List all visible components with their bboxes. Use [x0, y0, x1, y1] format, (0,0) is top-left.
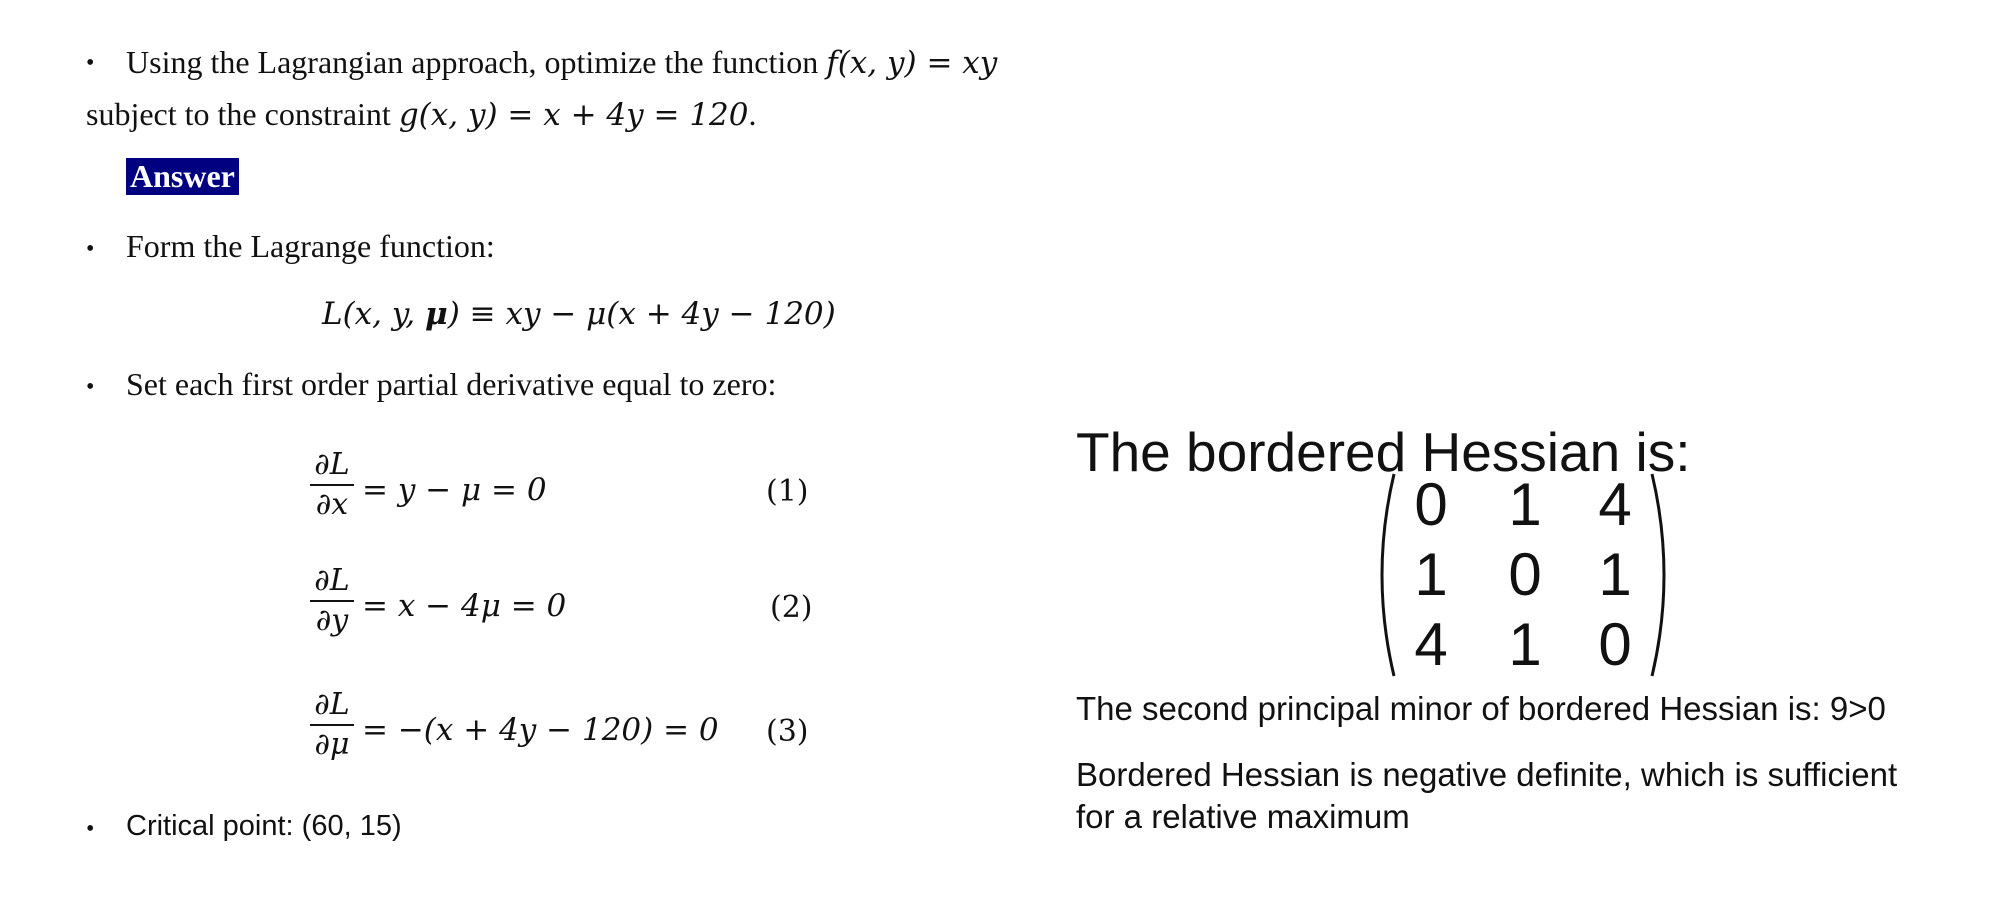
bullet-icon: • [86, 50, 95, 76]
lagrange-post: ) ≡ xy − μ(x + 4y − 120) [447, 296, 836, 332]
eq1-fraction-bar [310, 484, 354, 486]
step-form-lagrange: Form the Lagrange function: [126, 228, 495, 264]
eq1-numerator: ∂L [314, 447, 350, 482]
matrix-cell: 0 [1508, 541, 1542, 608]
eq1-fraction [310, 448, 354, 522]
constraint-period: . [748, 96, 757, 132]
hessian-title: The bordered Hessian is: [1076, 421, 1691, 483]
right-paren-icon [1648, 470, 1678, 680]
question-line-1 [126, 44, 997, 81]
eq2-fraction-bar [310, 600, 354, 602]
question-line-2 [86, 96, 757, 133]
eq3-fraction [310, 688, 354, 762]
left-paren-icon [1368, 470, 1398, 680]
matrix-cell: 4 [1598, 471, 1632, 538]
eq3-number: (3) [766, 714, 809, 749]
eq2-fraction [310, 564, 354, 638]
bullet-icon: • [86, 236, 95, 262]
matrix-cell: 1 [1508, 471, 1542, 538]
constraint-math: g(x, y) = x + 4y = 120 [398, 97, 749, 133]
matrix-cell: 0 [1598, 611, 1632, 678]
matrix-cell: 0 [1414, 471, 1448, 538]
bullet-icon: • [86, 816, 95, 842]
step-set-derivatives: Set each first order partial derivative equal to zero: [126, 366, 777, 402]
matrix-cell: 1 [1414, 541, 1448, 608]
lagrange-function [322, 296, 836, 332]
eq3-fraction-bar [310, 724, 354, 726]
question-text: Using the Lagrangian approach, optimize the function [126, 44, 827, 80]
question-function: f(x, y) = xy [826, 45, 998, 81]
lagrange-mu: μ [424, 296, 448, 332]
bullet-icon: • [86, 374, 95, 400]
eq2-denominator: ∂y [315, 603, 349, 638]
eq3-numerator: ∂L [314, 687, 350, 722]
bordered-hessian-matrix [1368, 470, 1678, 680]
eq2-number: (2) [770, 590, 813, 625]
eq2-rhs: = x − 4μ = 0 [362, 588, 567, 624]
eq3-rhs: = −(x + 4y − 120) = 0 [362, 712, 719, 748]
eq3-denominator: ∂μ [314, 727, 350, 762]
answer-label: Answer [126, 158, 239, 195]
constraint-text: subject to the constraint [86, 96, 399, 132]
second-minor-text: The second principal minor of bordered Hessian is: 9>0 [1076, 690, 1886, 727]
matrix-cell: 1 [1598, 541, 1632, 608]
lagrange-pre: L(x, y, [322, 296, 425, 332]
eq1-denominator: ∂x [315, 487, 349, 522]
matrix-cell: 1 [1508, 611, 1542, 678]
conclusion-line-2: for a relative maximum [1076, 798, 1410, 835]
eq1-number: (1) [766, 474, 809, 509]
eq2-numerator: ∂L [314, 563, 350, 598]
matrix-cell: 4 [1414, 611, 1448, 678]
eq1-rhs: = y − μ = 0 [362, 472, 547, 508]
critical-point: Critical point: (60, 15) [126, 810, 402, 842]
conclusion-line-1: Bordered Hessian is negative definite, which is sufficient [1076, 756, 1898, 793]
